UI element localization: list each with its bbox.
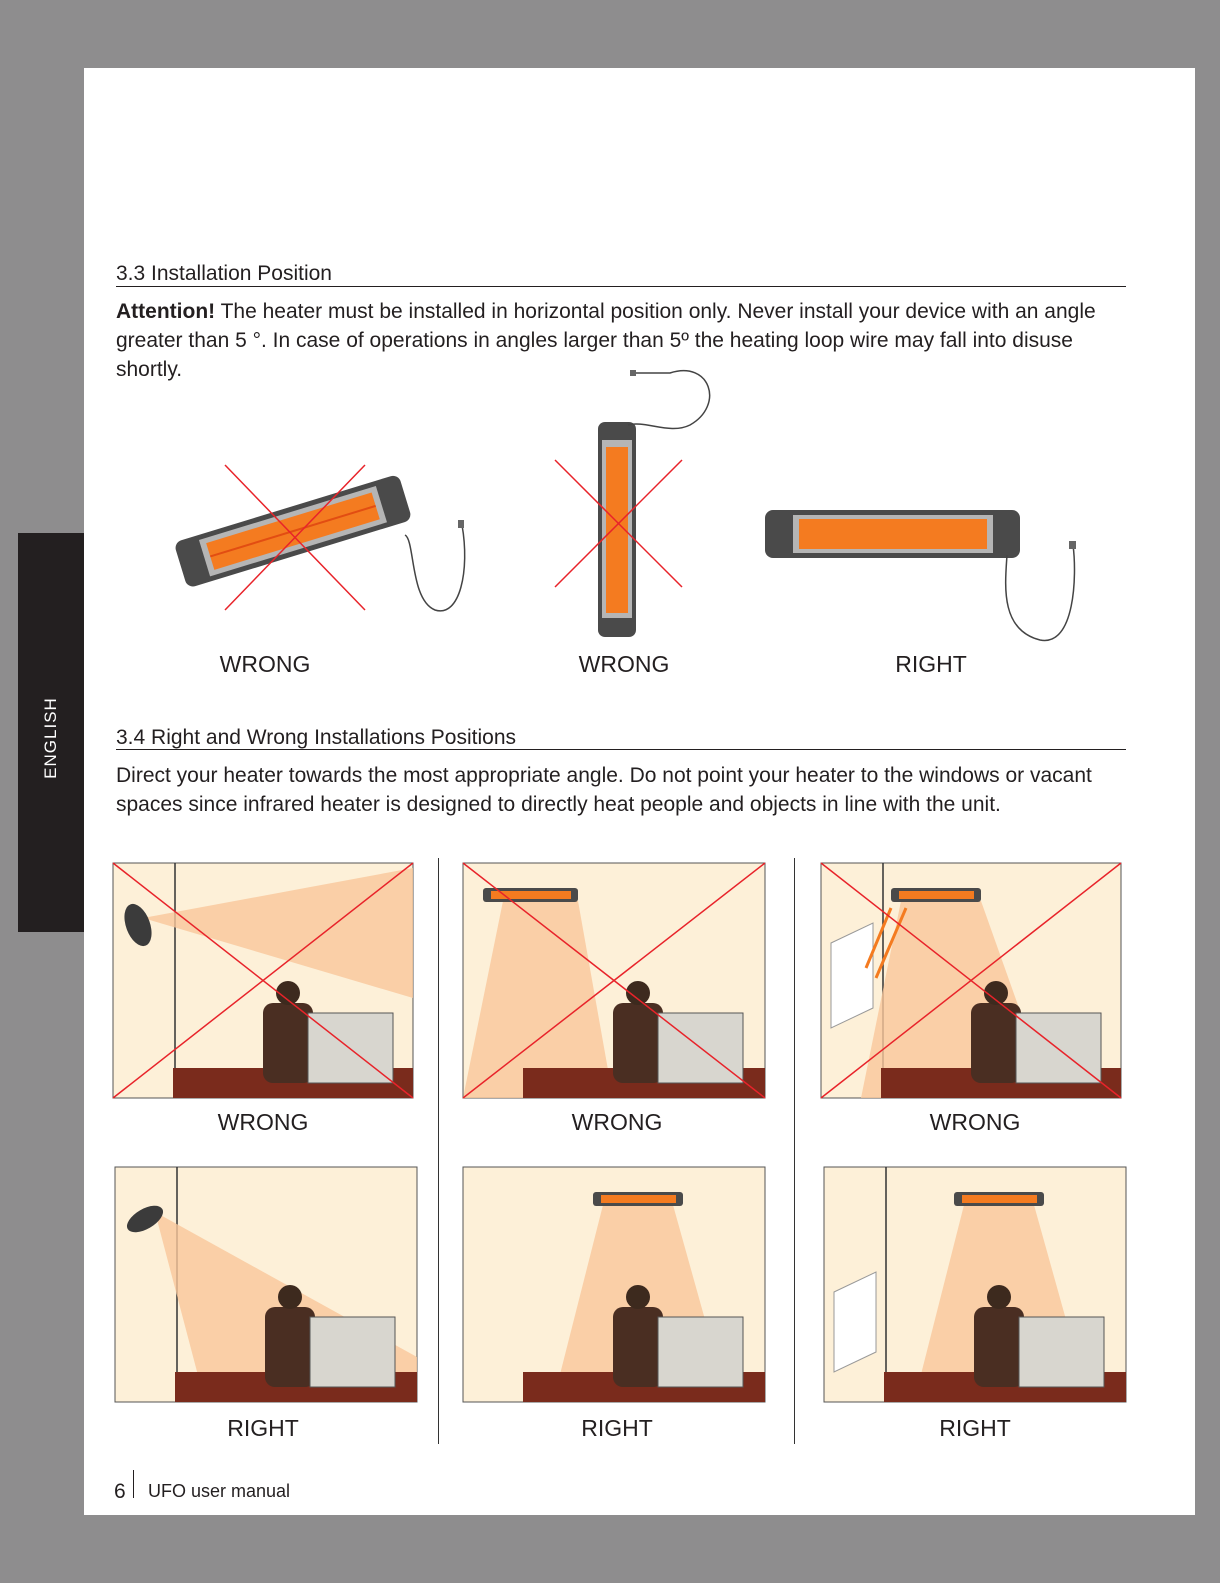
- vertical-heater-diagram: [550, 365, 730, 640]
- wrong-label-3: WRONG: [929, 1109, 1021, 1135]
- room-right-ceiling: [463, 1167, 765, 1402]
- diagram-label-2: WRONG: [578, 651, 670, 677]
- footer-divider: [133, 1470, 134, 1498]
- right-label-3: RIGHT: [939, 1415, 1011, 1441]
- room-wrong-wall-angle: [113, 863, 413, 1098]
- room-wrong-ceiling-away: [463, 863, 765, 1098]
- tilted-heater-diagram: [170, 460, 480, 620]
- diagram-label-3: RIGHT: [895, 651, 967, 677]
- section-3-3-rule: [116, 286, 1126, 287]
- section-3-4-rule: [116, 749, 1126, 750]
- room-right-wall-angle: [115, 1167, 417, 1402]
- room-right-window: [824, 1167, 1126, 1402]
- attention-label: Attention!: [116, 300, 216, 323]
- section-3-4-heading: 3.4 Right and Wrong Installations Positions: [116, 726, 517, 749]
- manual-title: UFO user manual: [148, 1481, 291, 1501]
- page-number: 6: [114, 1480, 126, 1503]
- diagram-label-1: WRONG: [219, 651, 311, 677]
- attention-text: The heater must be installed in horizontal position only. Never install your device with an angle greater than 5 °. In case of operations in angles larger than 5º the heating loop wire may fall into disuse shortly.: [116, 300, 1096, 381]
- right-label-2: RIGHT: [581, 1415, 653, 1441]
- language-side-tab: [18, 533, 84, 932]
- right-label-1: RIGHT: [227, 1415, 299, 1441]
- room-wrong-window: [821, 863, 1121, 1098]
- column-divider-1: [438, 858, 439, 1444]
- section-3-3-heading: 3.3 Installation Position: [116, 262, 332, 285]
- language-label: ENGLISH: [41, 697, 60, 779]
- wrong-label-2: WRONG: [571, 1109, 663, 1135]
- section-3-4-paragraph: Direct your heater towards the most appropriate angle. Do not point your heater to the windows or vacant spaces since infrared heater is designed to directly heat people and objects in line with the unit.: [116, 764, 1092, 816]
- horizontal-heater-diagram: [765, 505, 1095, 650]
- column-divider-2: [794, 858, 795, 1444]
- wrong-label-1: WRONG: [217, 1109, 309, 1135]
